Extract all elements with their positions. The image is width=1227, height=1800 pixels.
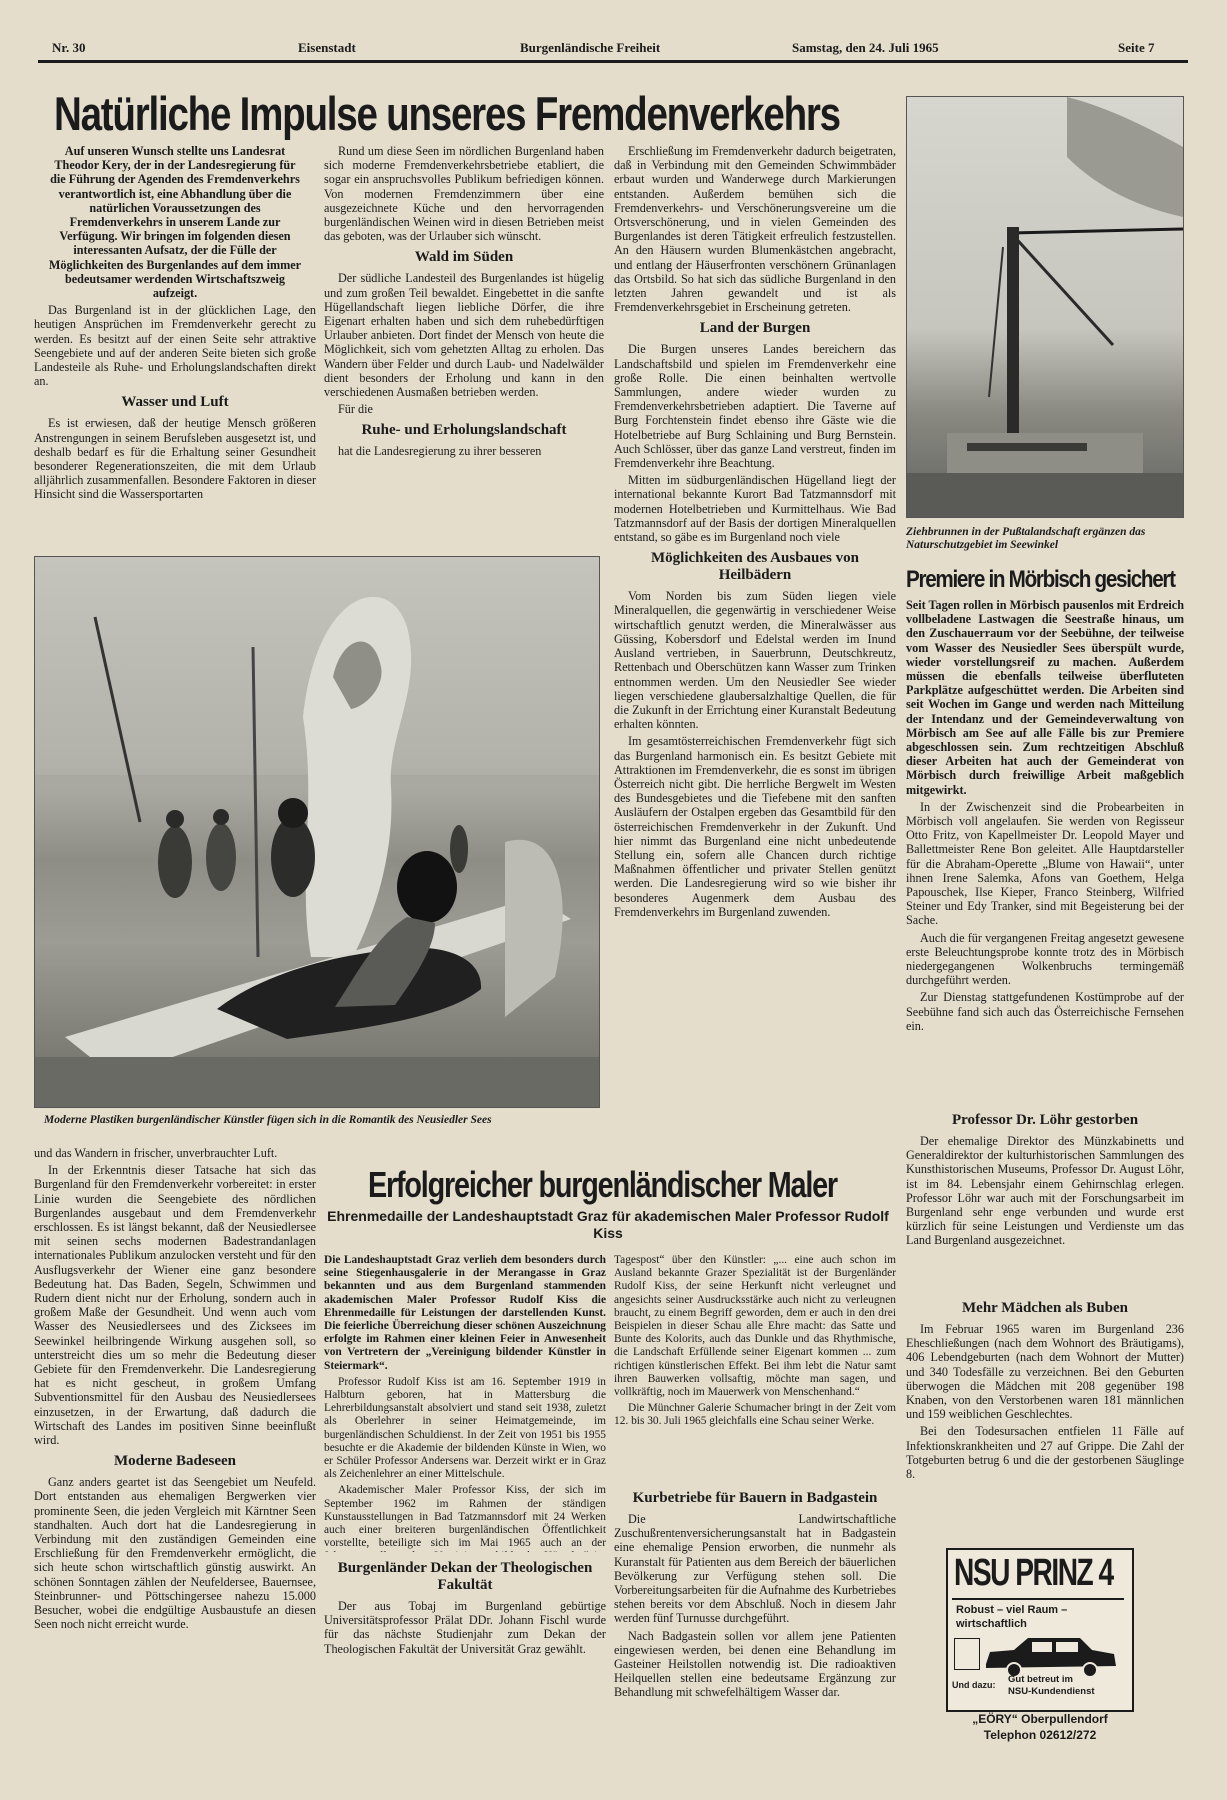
article1-col2-p4: hat die Landesregierung zu ihrer besseren [338, 444, 542, 459]
heading-burgen: Land der Burgen [699, 320, 811, 337]
kur-p1: Die Landwirtschaftliche Zuschußrentenversicherungsanstalt hat in Badgastein eine ehemalige Pension erworben, die nunmehr als Kuranstalt für Patienten aus dem Bereich der bäuerlichen Bevölkerung zur Verfügung stehen soll. Die Vorbereitungsarbeiten für die Aufnahme des Kurbetriebes stehen bereits vor dem Abschluß. Noch in diesem Jahr werden fünf Turnusse durchgeführt. [614, 1512, 896, 1626]
maler-headline: Erfolgreicher burgenländischer Maler [368, 1164, 837, 1205]
maedchen-article [906, 1300, 1184, 1532]
article1-col1-p1: Das Burgenland ist in der glücklichen Lage, den heutigen Ansprüchen im Fremdenverkehr gerecht zu werden. Es besitzt auf der einen Seite sehr attraktive Seengebiete und auf der anderen Seite bieten sich große Landesteile als Ruhe- und Erholungslandschaften direkt an. [34, 303, 316, 389]
loehr-headline: Professor Dr. Löhr gestorben [951, 1112, 1139, 1128]
ad-slogan-1: Robust – viel Raum – [956, 1604, 1068, 1616]
page-number: Seite 7 [1118, 40, 1155, 55]
article1-intro: Auf unseren Wunsch stellte uns Landesrat Theodor Kery, der in der Landesregierung für die Führung der Agenden des Fremdenverkehrs verantwortlich ist, eine Abhandlung über die natürlichen Voraussetzungen des Fremdenverkehrs in unserem Lande zur Verfügung. Wir bringen im folgenden diesen interessanten Aufsatz, der die Fülle der Möglichkeiten des Burgenlandes auf dem immer bedeutsamer werdenden Wirtschaftszweig aufzeigt. [48, 144, 302, 301]
maler-p3: Tagespost“ über den Künstler: „... eine auch schon im Ausland bekannte Grazer Spezialität ist der Burgenländer Rudolf Kiss, der seine Herkunft nicht verleugnet und angesichts seiner Ausdrucksstärke auch nicht zu verleugnen braucht, zu einem Begriff geworden, dem er auch in den drei Beispielen in dieser Schau alle Ehre macht: das Satte und Bunte des Kolorits, auch das Dunkle und das Rhythmische, die Landschaft Erfüllende seiner Eigenart kommen ... zum richtigen künstlerischen Effekt. Bei ihm lebt die Natur samt ihren Bauwerken vollsaftig, möchte man sagen, und vollkräftig, noch im Mauerwerk von Menschenhand.“ [614, 1254, 896, 1399]
ad-brand: NSU PRINZ 4 [954, 1552, 1113, 1594]
maedchen-p1: Im Februar 1965 waren im Burgenland 236 Eheschließungen (nach dem Wohnort des Bräutigams), 406 Lebendgeburten (nach dem Wohnort der Mutter) und 340 Todesfälle zu verzeichnen. Bei den Geburten überwogen die Mädchen mit 208 gegenüber 198 Knaben, von den Verstorbenen waren 181 männlichen und 159 weiblichen Geschlechtes. [906, 1322, 1184, 1422]
moerbisch-p1: In der Zwischenzeit sind die Probearbeiten in Mörbisch voll angelaufen. Sie werden von Regisseur Otto Fritz, von Kapellmeister Dr. Leopold Mayer und Ballettmeister Rene Bon geleitet. Alle Hauptdarsteller für die Abraham-Operette „Blume von Hawaii“, unter ihnen Irene Salemka, Afons van Goethem, Helga Papouschek, Ilse Kieper, Franco Steinberg, Wilfried Steiner und Edy Tranker, sind mit Begeisterung bei der Sache. [906, 799, 1184, 928]
nsu-emblem-icon [954, 1638, 980, 1670]
heading-ruhe: Ruhe- und Erholungslandschaft [361, 422, 567, 439]
kur-p2: Nach Badgastein sollen vor allem jene Patienten eingewiesen werden, bei denen eine Behandlung im Gasteiner Heilstollen notwendig ist. Die radioaktiven Heilquellen stellen eine bedeutsame Ergänzung zur Behandlung mit schwefelhältigem Wasser dar. [614, 1628, 896, 1700]
nsu-advertisement [946, 1548, 1134, 1712]
article1-lower-p3: Ganz anders geartet ist das Seengebiet um Neufeld. Dort entstanden aus ehemaligen Bergwerken vier prominente Seen, die jeden Vergleich mit Kärntner Seen standhalten. Auch dort hat die Landesregierung in Verbindung mit den zuständigen Gemeinden eine Erschließung für den Fremdenverkehr ermöglicht, die sich heute schon wirtschaftlich günstig auswirkt. An schönen Sonntagen zählen der Neufeldersee, Bauernsee, Steinbrunner- und Pöttschingersee nahezu 15.000 Besucher, wobei die endgültige Ausbaustufe an diesen Seen noch nicht erreicht wurde. [34, 1475, 316, 1632]
heading-moeglichkeiten: Möglichkeiten des Ausbaues von Heilbädern [651, 550, 859, 584]
article1-lower-col1 [34, 1146, 316, 1774]
issue-date: Samstag, den 24. Juli 1965 [792, 40, 939, 55]
header-rule [38, 60, 1188, 63]
dekan-article [324, 1560, 606, 1772]
maler-p2: Akademischer Maler Professor Kiss, der sich im September 1962 im Rahmen der ständigen Kunstausstellungen in Bad Tatzmannsdorf mit 24 Werken auch einer breiteren burgenländischen Öffentlichkeit vorstellte, beteiligte sich im Mai 1965 auch an der [324, 1484, 606, 1550]
maler-lead: Die Landeshauptstadt Graz verlieh dem besonders durch seine Stiegenhausgalerie in der Merangasse in Graz bekannten und aus dem Burgenland stammenden akademischen Maler Professor Rudolf Kiss die Ehrenmedaille für Leistungen der darstellenden Kunst. Die feierliche Überreichung dieser schönen Auszeichnung erfolgte im Rahmen einer kleinen Feier in Anwesenheit von Vertretern der „Vereinigung bildender Künstler in Steiermark“. [324, 1254, 606, 1372]
kur-article [614, 1490, 896, 1774]
article1-col3 [614, 144, 896, 1150]
well-photo-caption: Ziehbrunnen in der Pußtalandschaft ergänzen das Naturschutzgebiet im Seewinkel [906, 526, 1146, 551]
article1-col3-p5: Im gesamtösterreichischen Fremdenverkehr fügt sich das Burgenland harmonisch ein. Es besitzt Gebiete mit Attraktionen im Fremdenverkehr, die es sonst im übrigen Österreich nicht gibt. Die herrliche Bergwelt im Westen des Bundesgebietes und die Tiefebene mit den sanften Ausläufern der Ostalpen ergeben das Gesamtbild für den österreichischen Fremdenverkehr in der Zukunft. Und hier nimmt das Burgenland eine nicht unbedeutende Stellung ein, sofern alle Chancen durch richtige Maßnahmen öffentlicher und privater Stellen genützt werden. Die Landesregierung wird so wie bisher ihr besonderes Augenmerk dem Ausbau des Fremdenverkehrs im Burgenland zuwenden. [614, 734, 896, 919]
maler-subhead: Ehrenmedaille der Landeshauptstadt Graz für akademischen Maler Professor Rudolf Kiss [327, 1208, 889, 1241]
ad-und-dazu: Und dazu: [952, 1680, 996, 1690]
article1-col3-p3: Mitten im südburgenländischen Hügelland liegt der international bekannte Kurort Bad Tatzmannsdorf mit modernen Hotelbetrieben und Kurmittelhaus. Wie Bad Tatzmannsdorf auf der Basis der dortigen Mineralquellen entstand, so gäbe es im Burgenland noch viele [614, 473, 896, 545]
maler-col1 [324, 1254, 606, 1552]
ad-slogan-2: wirtschaftlich [956, 1618, 1027, 1630]
dekan-headline: Burgenländer Dekan der Theologischen Fakultät [337, 1560, 593, 1593]
dekan-body: Der aus Tobaj im Burgenland gebürtige Universitätsprofessor Prälat DDr. Johann Fischl wurde für das nächste Studienjahr zum Dekan der Theologischen Fakultät der Universität Graz gewählt. [324, 1599, 606, 1656]
article1-col2-p3: Für die [338, 402, 373, 417]
loehr-body: Der ehemalige Direktor des Münzkabinetts und Generaldirektor der kulturhistorischen Sammlungen des Kunsthistorischen Museums, Professor Dr. August Löhr, ist im 84. Lebensjahr einem Gehirnschlag erlegen. Professor Löhr war auch mit der Forschungsarbeit im Burgenland sehr enge verbunden und wurde erst kürzlich für seine Leistungen und Verdienste um das Land Burgenland ausgezeichnet. [906, 1134, 1184, 1248]
issue-number: Nr. 30 [52, 40, 86, 55]
article1-col3-p4: Vom Norden bis zum Süden liegen viele Mineralquellen, die gegenwärtig in verschiedener Weise wirtschaftlich genutzt werden, die Mineralwässer aus Güssing, Kobersdorf und Edelstal werden im Inund Ausland vertrieben, in Sauerbrunn, Deutschkreutz, Rettenbach und Oberschützen kann Wasser zum Trinken entnommen werden. Um den Neusiedler See wieder liegen verschiedene glaubersalzhaltige Quellen, die für die Zukunft in der Errichtung einer Kuranstalt Bedeutung erhalten könnten. [614, 589, 896, 732]
article1-lower-p1: und das Wandern in frischer, unverbrauchter Luft. [34, 1146, 278, 1160]
loehr-article [906, 1112, 1184, 1298]
moerbisch-headline: Premiere in Mörbisch gesichert [906, 566, 1175, 593]
maedchen-p2: Bei den Todesursachen entfielen 11 Fälle auf Infektionskrankheiten und 27 auf Grippe. Die Zahl der Totgeburten betrug 6 und die der gestorbenen Säuglinge 8. [906, 1424, 1184, 1482]
ad-service-1: Gut betreut im [1008, 1674, 1073, 1685]
moerbisch-p2: Auch die für vergangenen Freitag angesetzt gewesene erste Beleuchtungsprobe konnte trotz des in Mörbisch niedergegangenen Wolkenbruchs termingemäß durchgeführt werden. [906, 930, 1184, 988]
article1-col2-p2: Der südliche Landesteil des Burgenlandes ist hügelig und zum großen Teil bewaldet. Eingebettet in die sanfte Hügellandschaft liegen liebliche Dörfer, die ihre Eigenart erhalten haben und sich dem ruhebedürftigen Urlauber anbieten. Dort findet der Mensch von heute die Möglichkeit, sich vom gehetzten Alltag zu erholen. Das Wandern über Felder und durch Laub- und Nadelwälder dient besonders der Erholung und kann in den verschiedenen Ausmaßen betrieben werden. [324, 271, 604, 400]
article1-col3-p2: Die Burgen unseres Landes bereichern das Landschaftsbild und spielen im Fremdenverkehr eine große Rolle. Die einen beinhalten wertvolle Sammlungen, andere wieder wurden zu Fremdenverkehrsbetrieben adaptiert. Die Taverne auf Burg Forchtenstein findet ebenso ihre Gäste wie die Hotelbetriebe auf Burg Schlaining und Burg Bernstein. Auch Schlösser, über das ganze Land verstreut, finden im Fremdenverkehr ihre Beachtung. [614, 342, 896, 471]
heading-badeseen: Moderne Badeseen [113, 1453, 237, 1470]
article1-col1-p2: Es ist erwiesen, daß der heutige Mensch größeren Anstrengungen in seinem Berufsleben ausgesetzt ist, und deshalb bedarf es für die Erhaltung seiner Gesundheit besonderer Regenerationszeiten, die mit dem Urlaub alljährlich zusammenfallen. Besondere Faktoren in dieser Hinsicht sind die Wassersportarten [34, 416, 316, 502]
moerbisch-p3: Zur Dienstag stattgefundenen Kostümprobe auf der Seebühne fand sich auch das Österreichische Fernsehen ein. [906, 990, 1184, 1033]
paper-name: Burgenländische Freiheit [520, 40, 661, 55]
car-icon [980, 1634, 1120, 1678]
ad-dealer: „EÖRY“ Oberpullendorf [972, 1712, 1108, 1726]
heading-wald: Wald im Süden [414, 249, 514, 266]
beach-photo-caption: Moderne Plastiken burgenländischer Künstler fügen sich in die Romantik des Neusiedler Sees [44, 1114, 492, 1126]
article1-lower-p2: In der Erkenntnis dieser Tatsache hat sich das Burgenland für den Fremdenverkehr vorbereitet: in erster Linie wurden die Seengebiete des nördlichen Burgenlandes ausgebaut und dem Fremdenverkehr erschlossen. Es ist längst bekannt, daß der Neusiedlersee mit seinen sechs modernen Badestrandanlagen internationales Publikum anzulocken versteht und für den Ausflugsverkehr der Wiener eine ganz besondere Bedeutung hat. Das Baden, Segeln, Schwimmen und Rudern dient nicht nur der Erholung, sondern auch in großem Maße der Gesundheit. Und wenn auch vom Wasser des Neusiedlersees und des Zicksees im Seewinkel heilbringende Wirkung ausgehen soll, so unterstreicht dies um so mehr die Bedeutung dieser Gebiete für den Fremdenverkehr. Die Landesregierung hat es nicht gescheut, in großem Umfang Subventionsmittel für den Ausbau des Neusiedlersees einzusetzen, in der Erwartung, daß dadurch die Wirtschaft des Landes im positiven Sinne beeinflußt wird. [34, 1163, 316, 1448]
beach-sculpture-photo [34, 556, 600, 1108]
moerbisch-lead: Seit Tagen rollen in Mörbisch pausenlos mit Erdreich vollbeladene Lastwagen die Seestraße hinaus, um den Zuschauerraum vor der Seebühne, der teilweise vom Wasser des Neusiedler Sees überspült wurde, wieder vorstellungsreif zu machen. Außerdem müssen die ebenfalls teilweise überfluteten Parkplätze aufgeschüttet werden. Die Arbeiten sind seit Wochen im Gange und werden nach Mitteilung der Intendanz und der Gemeindeverwaltung von Mörbisch am See auf alle Fälle bis zur Premiere abgeschlossen sein. Zum rechtzeitigen Abschluß dieser Arbeiten hat auch der Gemeinderat von Mörbisch durch freiwillige Arbeit maßgeblich mitgewirkt. [906, 598, 1184, 797]
article1-col2-p1: Rund um diese Seen im nördlichen Burgenland haben sich moderne Fremdenverkehrsbetriebe etabliert, die sogar ein anspruchsvolles Publikum befriedigen können. Von modernen Fremdenzimmern über eine ausgezeichnete Küche und den hervorragenden burgenländischen Weinen wird in diesen Betrieben meist das geboten, was der Urlauber sich wünscht. [324, 144, 604, 244]
heading-wasser: Wasser und Luft [121, 394, 229, 411]
article1-col3-p1: Erschließung im Fremdenverkehr dadurch beigetraten, daß in Verbindung mit den Gemeinden Schwimmbäder erbaut wurden und Wanderwege durch Markierungen entstanden. Außerdem bemühen sich die Fremdenverkehrs- und Verschönerungsvereine um die Ortsverschönerung, und in vielen Gemeinden des Burgenlandes ist deren Tätigkeit erfreulich festzustellen. An den Häusern wurden Blumenkästchen angebracht, und entlang der Häuserfronten verschönern Grünanlagen das Ortsbild. So hat sich das südliche Burgenland in den letzten Jahren gewandelt und ist als Fremdenverkehrsgebiet in Erscheinung getreten. [614, 144, 896, 315]
kur-headline: Kurbetriebe für Bauern in Badgastein [632, 1490, 878, 1506]
beach-sculpture-photo-icon [35, 557, 599, 1107]
place: Eisenstadt [298, 40, 356, 55]
moerbisch-article [906, 598, 1184, 1102]
maedchen-headline: Mehr Mädchen als Buben [962, 1300, 1128, 1316]
maler-p4: Die Münchner Galerie Schumacher bringt in der Zeit vom 12. bis 30. Juli 1965 gleichfalls eine Schau seiner Werke. [614, 1402, 896, 1428]
draw-well-photo [906, 96, 1184, 518]
article1-col2 [324, 144, 604, 544]
ad-phone: Telephon 02612/272 [983, 1728, 1097, 1742]
ad-rule [952, 1598, 1124, 1600]
article1-col1 [34, 144, 316, 534]
main-headline: Natürliche Impulse unseres Fremdenverkehrs [54, 87, 840, 140]
ad-service-2: NSU-Kundendienst [1008, 1686, 1095, 1697]
maler-col2 [614, 1254, 896, 1480]
draw-well-photo-icon [907, 97, 1183, 517]
maler-p1: Professor Rudolf Kiss ist am 16. September 1919 in Halbturn geboren, hat in Mattersburg die Lehrerbildungsanstalt absolviert und stand seit 1938, zuletzt als Oberlehrer in seiner Heimatgemeinde, im burgenländischen Schuldienst. In der Zeit von 1951 bis 1955 besuchte er die Akademie der bildenden Künste in Wien, wo er Schüler Professor Andersens war. Derzeit wirkt er in Graz als Zeichenlehrer an einer Mittelschule. [324, 1375, 606, 1481]
